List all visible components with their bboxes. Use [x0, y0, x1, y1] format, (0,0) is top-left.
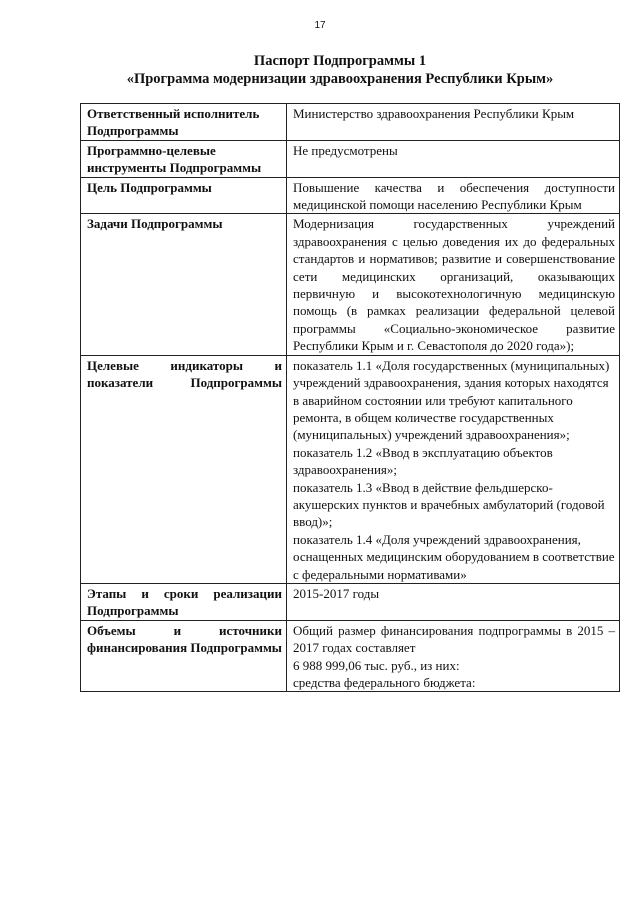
indicators-value [287, 355, 620, 583]
funding-line: средства федерального бюджета: [293, 675, 476, 690]
funding-line: 6 988 999,06 тыс. руб., из них: [293, 657, 460, 673]
page-title [80, 52, 600, 88]
funding-line: Общий размер финансирования подпрограммы в 2015 – 2017 годах составляет [293, 622, 615, 656]
table-row [81, 620, 620, 692]
tasks-label: Задачи Подпрограммы [81, 214, 287, 355]
table-row [81, 140, 620, 177]
stages-value: 2015-2017 годы [287, 583, 620, 620]
title-line-2: «Программа модернизации здравоохранения Республики Крым» [126, 71, 554, 87]
table-row [81, 355, 620, 583]
table-row [81, 177, 620, 214]
table-row [81, 583, 620, 620]
indicator-item: показатель 1.2 «Ввод в эксплуатацию объектов здравоохранения»; [293, 444, 553, 478]
passport-table [80, 103, 620, 692]
goal-label: Цель Подпрограммы [81, 177, 287, 214]
page-number: 17 [314, 20, 326, 31]
executor-value: Министерство здравоохранения Республики Крым [287, 104, 620, 141]
indicator-item: показатель 1.3 «Ввод в действие фельдшерско-акушерских пунктов и врачебных амбулаторий (годовой ввод)»; [293, 479, 605, 530]
table-row [81, 214, 620, 355]
indicators-label: Целевые индикаторы и показатели Подпрограммы [81, 355, 287, 583]
funding-value [287, 620, 620, 692]
table-row [81, 104, 620, 141]
tasks-value: Модернизация государственных учреждений здравоохранения с целью доведения их до федеральных стандартов и нормативов; развитие и совершенствование сети медицинских организаций, оказывающих первичную и высокотехнологичную медицинскую помощь (в рамках реализации федеральной целевой программы «Социально-экономическое развитие Республики Крым и г. Севастополя до 2020 года»); [287, 214, 620, 355]
instruments-label: Программно-целевые инструменты Подпрограммы [81, 140, 287, 177]
funding-label: Объемы и источники финансирования Подпрограммы [81, 620, 287, 692]
stages-label: Этапы и сроки реализации Подпрограммы [81, 583, 287, 620]
indicator-item: показатель 1.1 «Доля государственных (муниципальных) учреждений здравоохранения, здания которых находятся в аварийном состоянии или требуют капитального ремонта, в общем количестве государственных (муниципальных) учреждений здравоохранения»; [293, 357, 610, 443]
indicator-item: показатель 1.4 «Доля учреждений здравоохранения, оснащенных медицинским оборудованием в соответствие с федеральными нормативами» [293, 531, 615, 582]
title-line-1: Паспорт Подпрограммы 1 [253, 53, 427, 69]
executor-label: Ответственный исполнитель Подпрограммы [81, 104, 287, 141]
instruments-value: Не предусмотрены [287, 140, 620, 177]
goal-value: Повышение качества и обеспечения доступности медицинской помощи населению Республики Крым [287, 177, 620, 214]
